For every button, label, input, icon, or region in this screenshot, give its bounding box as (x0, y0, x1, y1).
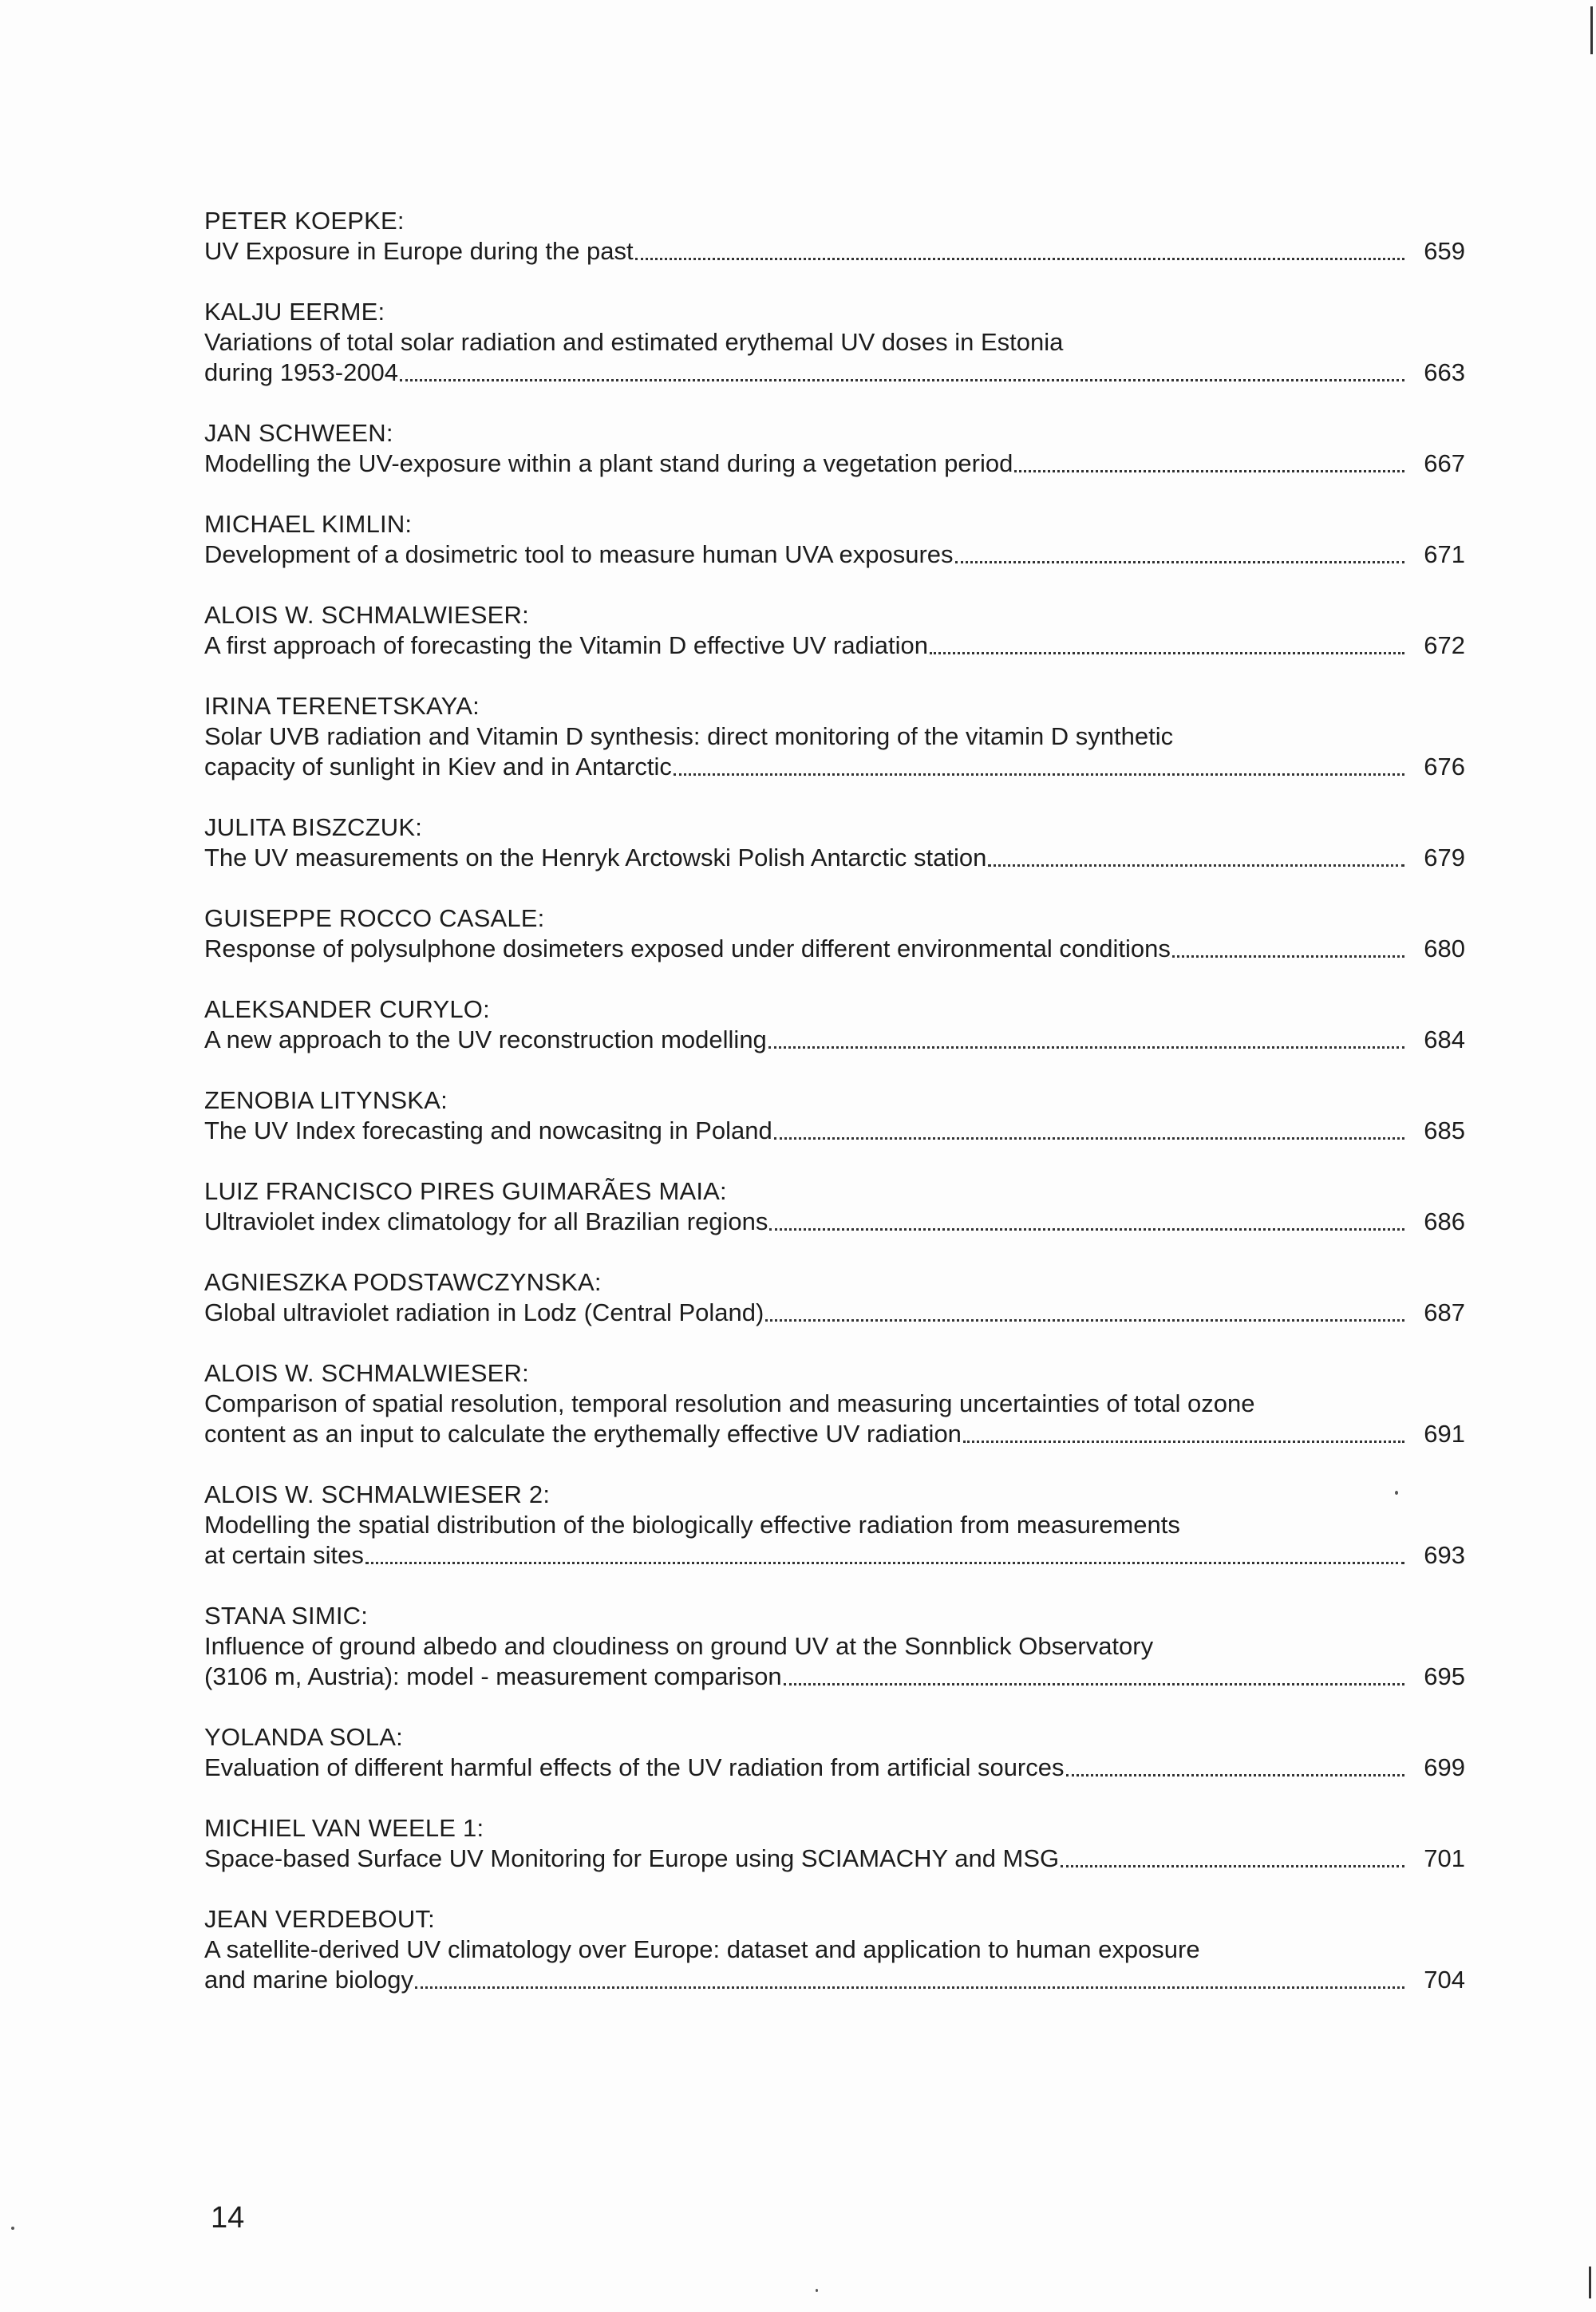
toc-title: The UV Index forecasting and nowcasitng in Poland (204, 1116, 772, 1144)
toc-title-row (204, 539, 1465, 570)
toc-title-row (204, 630, 1465, 661)
toc-title-row (204, 752, 1465, 782)
toc-title-line: Solar UVB radiation and Vitamin D synthesis: direct monitoring of the vitamin D synthetic (204, 722, 1174, 750)
toc-title: A new approach to the UV reconstruction modelling (204, 1026, 767, 1053)
toc-title-line: A satellite-derived UV climatology over Europe: dataset and application to human exposure (204, 1935, 1200, 1963)
toc-entry (204, 812, 1465, 903)
toc-author: IRINA TERENETSKAYA: (204, 692, 480, 720)
toc-title: at certain sites (204, 1541, 364, 1569)
scan-speck (11, 2227, 14, 2230)
toc-title: Modelling the UV-exposure within a plant stand during a vegetation period (204, 449, 1013, 477)
toc-title: Development of a dosimetric tool to measure human UVA exposures (204, 540, 954, 568)
toc-entry (204, 418, 1465, 509)
toc-title-row (204, 358, 1465, 388)
toc-page-ref: 686 (1424, 1207, 1465, 1235)
toc-author: STANA SIMIC: (204, 1602, 369, 1630)
scan-speck (816, 2289, 818, 2292)
toc-title: Space-based Surface UV Monitoring for Europe using SCIAMACHY and MSG (204, 1844, 1060, 1872)
toc-author: YOLANDA SOLA: (204, 1723, 403, 1751)
dot-leader (1014, 470, 1404, 472)
dot-leader (400, 379, 1404, 381)
toc-page-ref: 663 (1424, 358, 1465, 386)
toc-entry (204, 1601, 1465, 1722)
toc-entry (204, 1176, 1465, 1267)
toc-title: and marine biology (204, 1966, 413, 1994)
toc-title-row (204, 1419, 1465, 1449)
dot-leader (1172, 955, 1404, 958)
toc-title: Global ultraviolet radiation in Lodz (Central Poland) (204, 1298, 764, 1326)
toc-page-ref: 679 (1424, 844, 1465, 871)
dot-leader (415, 1986, 1404, 1989)
toc-title-line: Variations of total solar radiation and estimated erythemal UV doses in Estonia (204, 328, 1064, 356)
toc-title-row (204, 1025, 1465, 1055)
toc-title-row (204, 1540, 1465, 1571)
toc-entry (204, 1085, 1465, 1176)
toc-author: ZENOBIA LITYNSKA: (204, 1086, 448, 1114)
toc-page-ref: 687 (1424, 1298, 1465, 1326)
dot-leader (765, 1319, 1404, 1322)
toc-author: JULITA BISZCZUK: (204, 813, 423, 841)
toc-entry (204, 1813, 1465, 1904)
table-of-contents (204, 206, 1465, 2025)
toc-page-ref: 659 (1424, 237, 1465, 265)
toc-page-ref: 699 (1424, 1753, 1465, 1781)
toc-title: UV Exposure in Europe during the past (204, 237, 634, 265)
toc-title-row (204, 1116, 1465, 1146)
toc-entry (204, 1267, 1465, 1358)
toc-title-row (204, 236, 1465, 267)
toc-page-ref: 701 (1424, 1844, 1465, 1872)
toc-title-row (204, 843, 1465, 873)
toc-entry (204, 600, 1465, 691)
toc-title-line: Comparison of spatial resolution, temporal resolution and measuring uncertainties of total ozone (204, 1389, 1255, 1417)
dot-leader (635, 258, 1404, 260)
dot-leader (365, 1562, 1404, 1564)
toc-page-ref: 685 (1424, 1116, 1465, 1144)
toc-page-ref: 695 (1424, 1662, 1465, 1690)
dot-leader (930, 652, 1404, 654)
toc-title-row (204, 449, 1465, 479)
dot-leader (963, 1441, 1404, 1443)
toc-entry (204, 1480, 1465, 1601)
toc-author: MICHIEL VAN WEELE 1: (204, 1814, 484, 1842)
toc-title: content as an input to calculate the erythemally effective UV radiation (204, 1420, 962, 1448)
toc-title: during 1953-2004 (204, 358, 399, 386)
dot-leader (774, 1137, 1404, 1140)
toc-title: (3106 m, Austria): model - measurement comparison (204, 1662, 782, 1690)
toc-page-ref: 680 (1424, 935, 1465, 962)
toc-page-ref: 704 (1424, 1966, 1465, 1994)
toc-author: MICHAEL KIMLIN: (204, 510, 413, 538)
toc-author: LUIZ FRANCISCO PIRES GUIMARÃES MAIA: (204, 1177, 727, 1205)
dot-leader (955, 561, 1404, 563)
toc-title-row (204, 1753, 1465, 1783)
toc-entry (204, 1722, 1465, 1813)
toc-entry (204, 691, 1465, 812)
toc-author: ALEKSANDER CURYLO: (204, 995, 490, 1023)
toc-page-ref: 671 (1424, 540, 1465, 568)
toc-title-row (204, 1844, 1465, 1874)
scan-edge-mark (1590, 6, 1593, 54)
toc-author: ALOIS W. SCHMALWIESER: (204, 601, 529, 629)
toc-author: KALJU EERME: (204, 298, 385, 326)
scan-speck (1395, 1491, 1398, 1495)
toc-page-ref: 691 (1424, 1420, 1465, 1448)
toc-page-ref: 676 (1424, 753, 1465, 781)
toc-entry (204, 903, 1465, 994)
toc-entry (204, 297, 1465, 418)
dot-leader (784, 1683, 1404, 1686)
toc-entry (204, 1904, 1465, 2025)
toc-title-row (204, 1298, 1465, 1328)
scan-edge-mark (1589, 2267, 1591, 2298)
toc-author: ALOIS W. SCHMALWIESER 2: (204, 1480, 551, 1508)
toc-entry (204, 994, 1465, 1085)
toc-title-row (204, 1662, 1465, 1692)
toc-author: JAN SCHWEEN: (204, 419, 393, 447)
toc-page-ref: 693 (1424, 1541, 1465, 1569)
toc-title: Evaluation of different harmful effects of the UV radiation from artificial sources (204, 1753, 1065, 1781)
toc-title-row (204, 934, 1465, 964)
toc-title: The UV measurements on the Henryk Arctowski Polish Antarctic station (204, 844, 987, 871)
dot-leader (674, 773, 1404, 776)
toc-title: capacity of sunlight in Kiev and in Antarctic (204, 753, 672, 781)
toc-author: AGNIESZKA PODSTAWCZYNSKA: (204, 1268, 602, 1296)
toc-entry (204, 206, 1465, 297)
dot-leader (769, 1228, 1404, 1231)
page-number: 14 (211, 2201, 245, 2235)
toc-title: Ultraviolet index climatology for all Brazilian regions (204, 1207, 768, 1235)
dot-leader (1066, 1774, 1405, 1776)
toc-title-line: Modelling the spatial distribution of the biologically effective radiation from measurements (204, 1511, 1180, 1539)
dot-leader (988, 864, 1404, 867)
toc-entry (204, 1358, 1465, 1480)
toc-entry (204, 509, 1465, 600)
toc-title: Response of polysulphone dosimeters exposed under different environmental conditions (204, 935, 1171, 962)
toc-title-line: Influence of ground albedo and cloudiness on ground UV at the Sonnblick Observatory (204, 1632, 1154, 1660)
toc-title-row (204, 1207, 1465, 1237)
toc-author: JEAN VERDEBOUT: (204, 1905, 435, 1933)
dot-leader (1061, 1865, 1404, 1867)
toc-author: GUISEPPE ROCCO CASALE: (204, 904, 545, 932)
dot-leader (768, 1046, 1404, 1049)
toc-title-row (204, 1965, 1465, 1995)
toc-page-ref: 667 (1424, 449, 1465, 477)
toc-page-ref: 672 (1424, 631, 1465, 659)
toc-author: ALOIS W. SCHMALWIESER: (204, 1359, 529, 1387)
toc-author: PETER KOEPKE: (204, 207, 405, 235)
toc-page-ref: 684 (1424, 1026, 1465, 1053)
toc-title: A first approach of forecasting the Vitamin D effective UV radiation (204, 631, 928, 659)
